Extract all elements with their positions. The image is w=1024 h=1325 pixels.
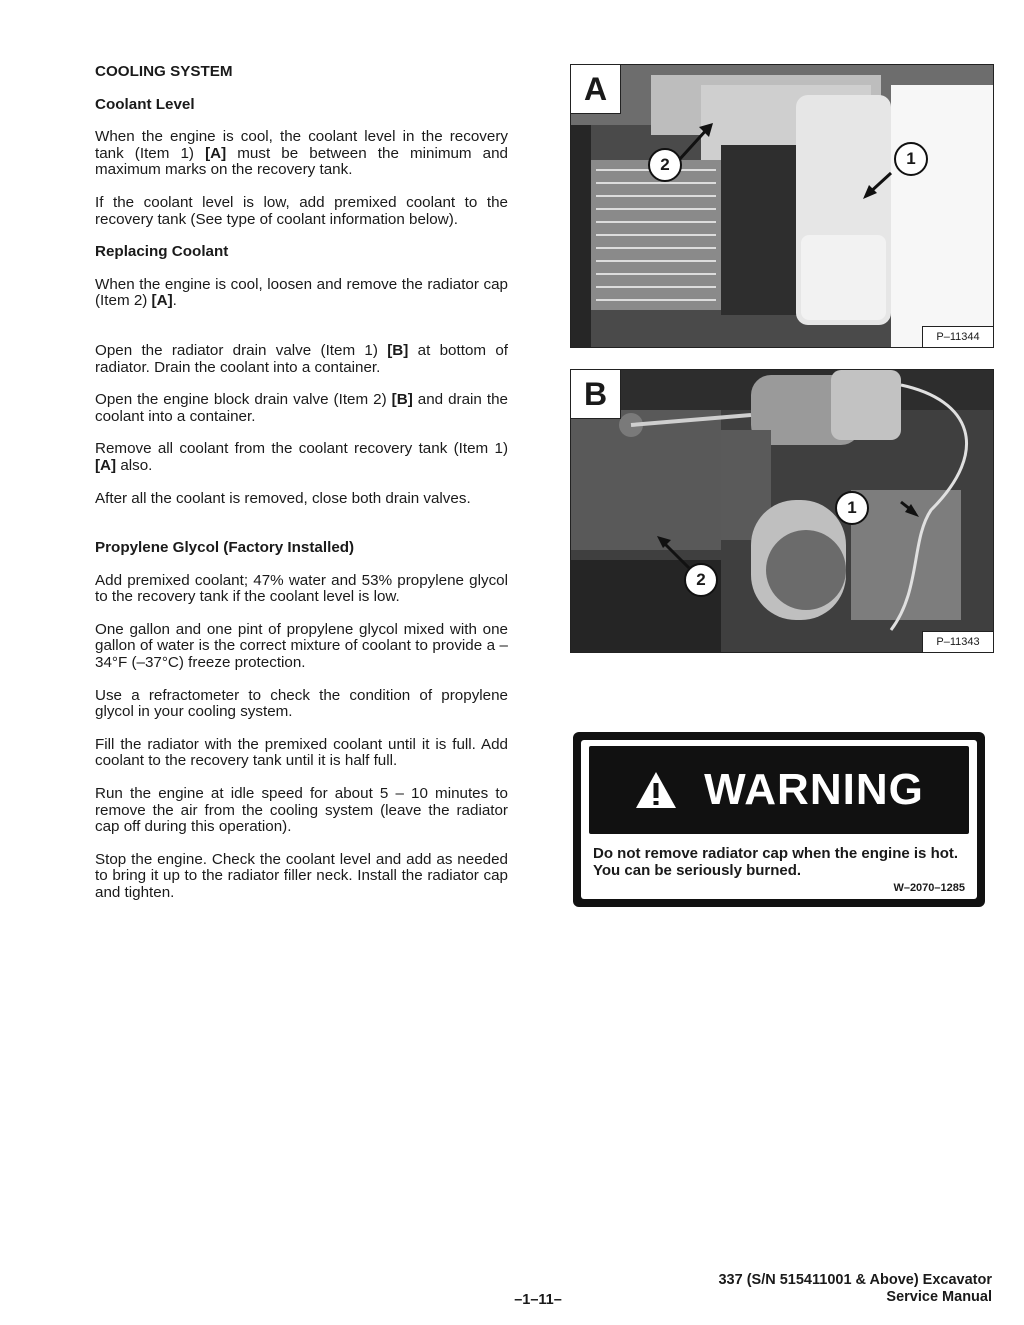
- paragraph-recovery-tank: Remove all coolant from the coolant recovery tank (Item 1) [A] also.: [95, 440, 508, 474]
- callout-2: 2: [684, 563, 718, 597]
- heading-propylene-glycol: Propylene Glycol (Factory Installed): [95, 539, 355, 557]
- paragraph-coolant-level: When the engine is cool, the coolant level in the recovery tank (Item 1) [A] must be between the minimum and maximum marks on the recovery tank.: [95, 128, 509, 179]
- manual-line: Service Manual: [886, 1288, 992, 1305]
- paragraph-stop-engine: Stop the engine. Check the coolant level and add as needed to bring it up to the radiator filler neck. Install the radiator cap and tighten.: [95, 850, 508, 901]
- warning-box: [573, 732, 985, 907]
- paragraph-block-drain: Open the engine block drain valve (Item 2) [B] and drain the coolant into a container.: [95, 391, 508, 425]
- warning-message: Do not remove radiator cap when the engine is hot. You can be seriously burned.: [593, 845, 959, 879]
- warning-triangle-icon: [634, 770, 678, 810]
- paragraph-remove-cap: When the engine is cool, loosen and remove the radiator cap (Item 2) [A].: [95, 275, 508, 310]
- radiator-photo-illustration: [571, 65, 993, 347]
- callout-2: 2: [648, 148, 682, 182]
- photo-number: P–11344: [922, 326, 993, 347]
- heading-coolant-level: Coolant Level: [95, 95, 195, 113]
- instruction-text-column: [95, 64, 508, 918]
- paragraph-run-engine: Run the engine at idle speed for about 5 – 10 minutes to remove the air from the cooling system (leave the radiator cap off during this operation).: [95, 785, 508, 836]
- heading-replacing-coolant: Replacing Coolant: [95, 243, 229, 261]
- figure-letter-b: B: [571, 370, 621, 419]
- figure-a-photo: [570, 64, 994, 348]
- callout-1: 1: [894, 142, 928, 176]
- figure-b-photo: [570, 369, 994, 653]
- paragraph-radiator-drain: Open the radiator drain valve (Item 1) [B] at bottom of radiator. Drain the coolant into a container.: [95, 341, 509, 376]
- figure-letter-a: A: [571, 65, 621, 114]
- section-title: COOLING SYSTEM: [95, 63, 233, 80]
- paragraph-low-coolant: If the coolant level is low, add premixed coolant to the recovery tank (See type of coolant information below).: [95, 193, 508, 228]
- page-number: –1–11–: [514, 1292, 562, 1308]
- callout-1: 1: [835, 491, 869, 525]
- paragraph-fill-radiator: Fill the radiator with the premixed coolant until it is full. Add coolant to the recovery tank until it is half full.: [95, 735, 508, 770]
- paragraph-mixture: One gallon and one pint of propylene glycol mixed with one gallon of water is the correct mixture of coolant to provide a –34°F (–37°C) freeze protection.: [95, 620, 508, 672]
- warning-header: [589, 746, 969, 834]
- warning-inner-panel: [581, 740, 977, 899]
- manual-title: [718, 1272, 992, 1305]
- warning-title: WARNING: [704, 765, 924, 814]
- warning-code: W–2070–1285: [893, 882, 965, 894]
- paragraph-premixed: Add premixed coolant; 47% water and 53% propylene glycol to the recovery tank if the coolant level is low.: [95, 571, 508, 606]
- engine-drain-photo-illustration: [571, 370, 993, 652]
- photo-number: P–11343: [922, 631, 993, 652]
- paragraph-close-valves: After all the coolant is removed, close both drain valves.: [95, 489, 471, 507]
- paragraph-refractometer: Use a refractometer to check the condition of propylene glycol in your cooling system.: [95, 686, 508, 721]
- model-line: 337 (S/N 515411001 & Above) Excavator: [718, 1272, 992, 1288]
